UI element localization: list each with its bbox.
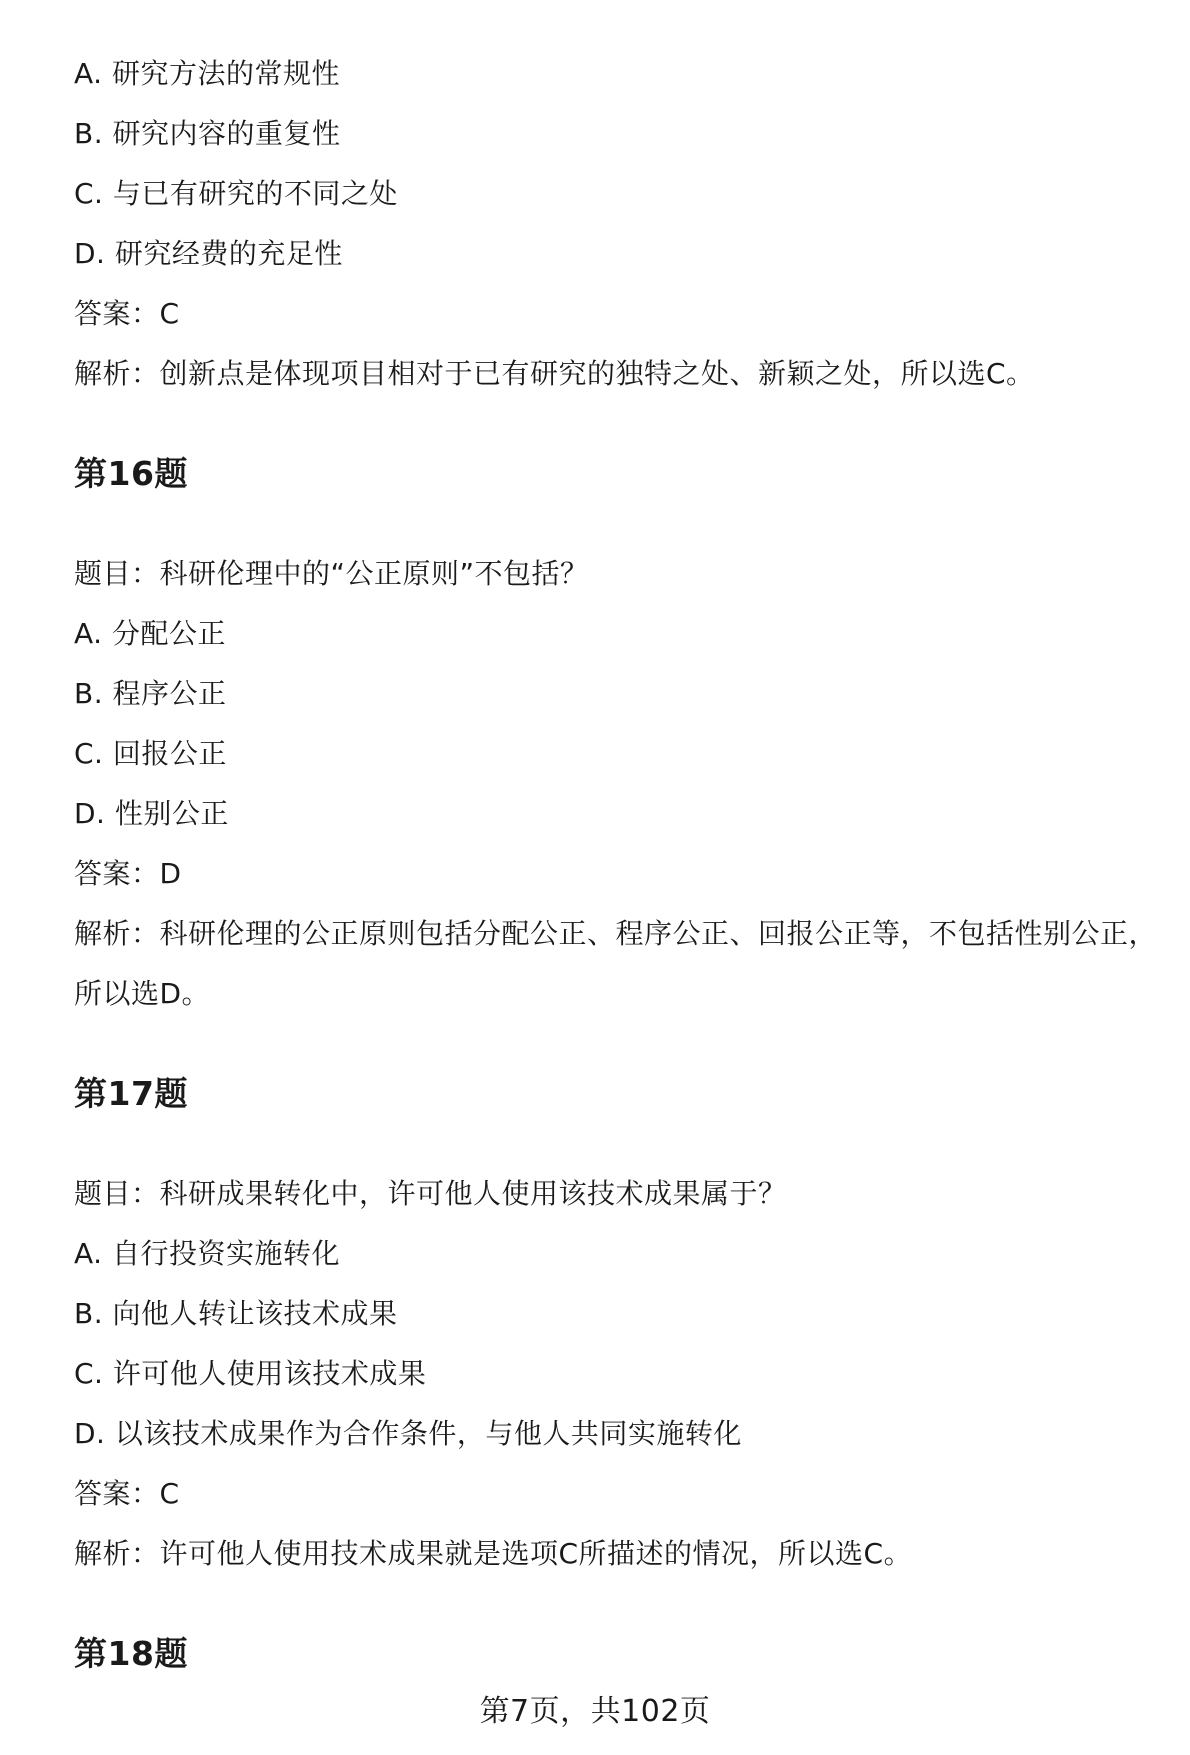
question-15-tail bbox=[74, 44, 1164, 404]
question-title: 第18题 bbox=[74, 1634, 188, 1673]
question-title: 第16题 bbox=[74, 454, 188, 493]
option-c: C. 许可他人使用该技术成果 bbox=[74, 1357, 427, 1390]
analysis: 解析：科研伦理的公正原则包括分配公正、程序公正、回报公正等，不包括性别公正，所以选D。 bbox=[74, 917, 1158, 1010]
option-b: B. 研究内容的重复性 bbox=[74, 117, 341, 150]
analysis: 解析：许可他人使用技术成果就是选项C所描述的情况，所以选C。 bbox=[74, 1537, 913, 1570]
page-footer: 第7页，共102页 bbox=[479, 1694, 711, 1729]
option-a: A. 自行投资实施转化 bbox=[74, 1237, 340, 1270]
option-a: A. 研究方法的常规性 bbox=[74, 57, 340, 90]
option-d: D. 性别公正 bbox=[74, 797, 229, 830]
question-16 bbox=[74, 444, 1164, 1024]
option-b: B. 程序公正 bbox=[74, 677, 227, 710]
option-d: D. 以该技术成果作为合作条件，与他人共同实施转化 bbox=[74, 1417, 742, 1450]
page-content bbox=[74, 44, 1164, 1724]
analysis: 解析：创新点是体现项目相对于已有研究的独特之处、新颖之处，所以选C。 bbox=[74, 357, 1035, 390]
question-text: 题目：科研成果转化中，许可他人使用该技术成果属于？ bbox=[74, 1177, 787, 1210]
question-17 bbox=[74, 1064, 1164, 1584]
question-text: 题目：科研伦理中的“公正原则”不包括？ bbox=[74, 557, 589, 590]
option-d: D. 研究经费的充足性 bbox=[74, 237, 343, 270]
option-b: B. 向他人转让该技术成果 bbox=[74, 1297, 398, 1330]
answer: 答案：D bbox=[74, 857, 182, 890]
answer: 答案：C bbox=[74, 297, 180, 330]
option-c: C. 与已有研究的不同之处 bbox=[74, 177, 398, 210]
question-18 bbox=[74, 1624, 1164, 1684]
question-title: 第17题 bbox=[74, 1074, 188, 1113]
option-c: C. 回报公正 bbox=[74, 737, 227, 770]
option-a: A. 分配公正 bbox=[74, 617, 226, 650]
answer: 答案：C bbox=[74, 1477, 180, 1510]
